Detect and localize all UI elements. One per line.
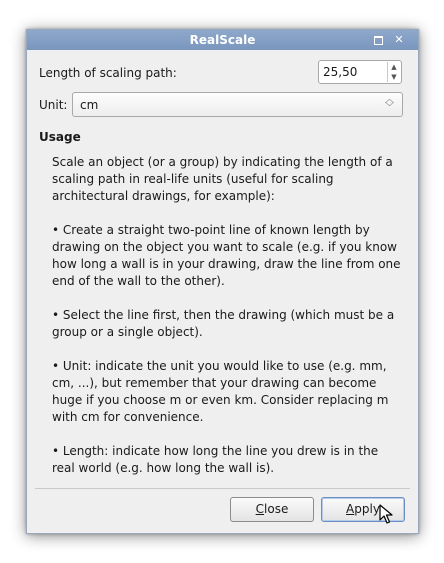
window-title: RealScale [189,33,256,47]
close-button-mnemonic: C [255,502,265,516]
length-spinbox[interactable] [318,60,402,84]
mouse-pointer-icon [379,504,393,524]
chevron-up-icon[interactable]: ▲ [391,63,397,71]
close-button-label: lose [264,502,289,516]
usage-paragraph: Scale an object (or a group) by indicating the length of a scaling path in real-life units (useful for scaling architectural drawings, for example): [52,155,393,203]
spin-arrows[interactable] [387,62,400,82]
usage-paragraph: • Length: indicate how long the line you drew is in the real world (e.g. how long the wall is). [52,444,379,475]
usage-heading: Usage [39,130,81,144]
unit-combobox[interactable] [72,92,403,117]
close-icon[interactable]: ✕ [394,33,404,46]
length-label: Length of scaling path: [39,66,177,80]
chevron-down-icon[interactable]: ▼ [391,73,397,81]
length-value[interactable]: 25,50 [323,65,358,79]
unit-value: cm [80,98,99,112]
close-button[interactable] [230,497,314,522]
title-bar[interactable] [27,30,418,50]
realscale-dialog [26,29,419,534]
updown-chevron-icon: ︿ ﹀ [384,95,394,113]
usage-text [52,154,402,494]
usage-paragraph: • Select the line first, then the drawing (which must be a group or a single object). [52,308,395,339]
usage-paragraph: • Create a straight two-point line of known length by drawing on the object you want to scale (e.g. if you know how long a wall is in your drawing, draw the line from one end of the wall to the other). [52,223,401,288]
usage-paragraph: • Unit: indicate the unit you would like to use (e.g. mm, cm, ...), but remember that your drawing can become huge if you choose m or even km. Consider replacing m with cm for convenience. [52,359,389,424]
separator [35,488,410,489]
apply-button-label: pply [354,502,380,516]
unit-label: Unit: [39,98,68,112]
apply-button-mnemonic: A [346,502,355,516]
maximize-icon[interactable] [371,33,385,47]
